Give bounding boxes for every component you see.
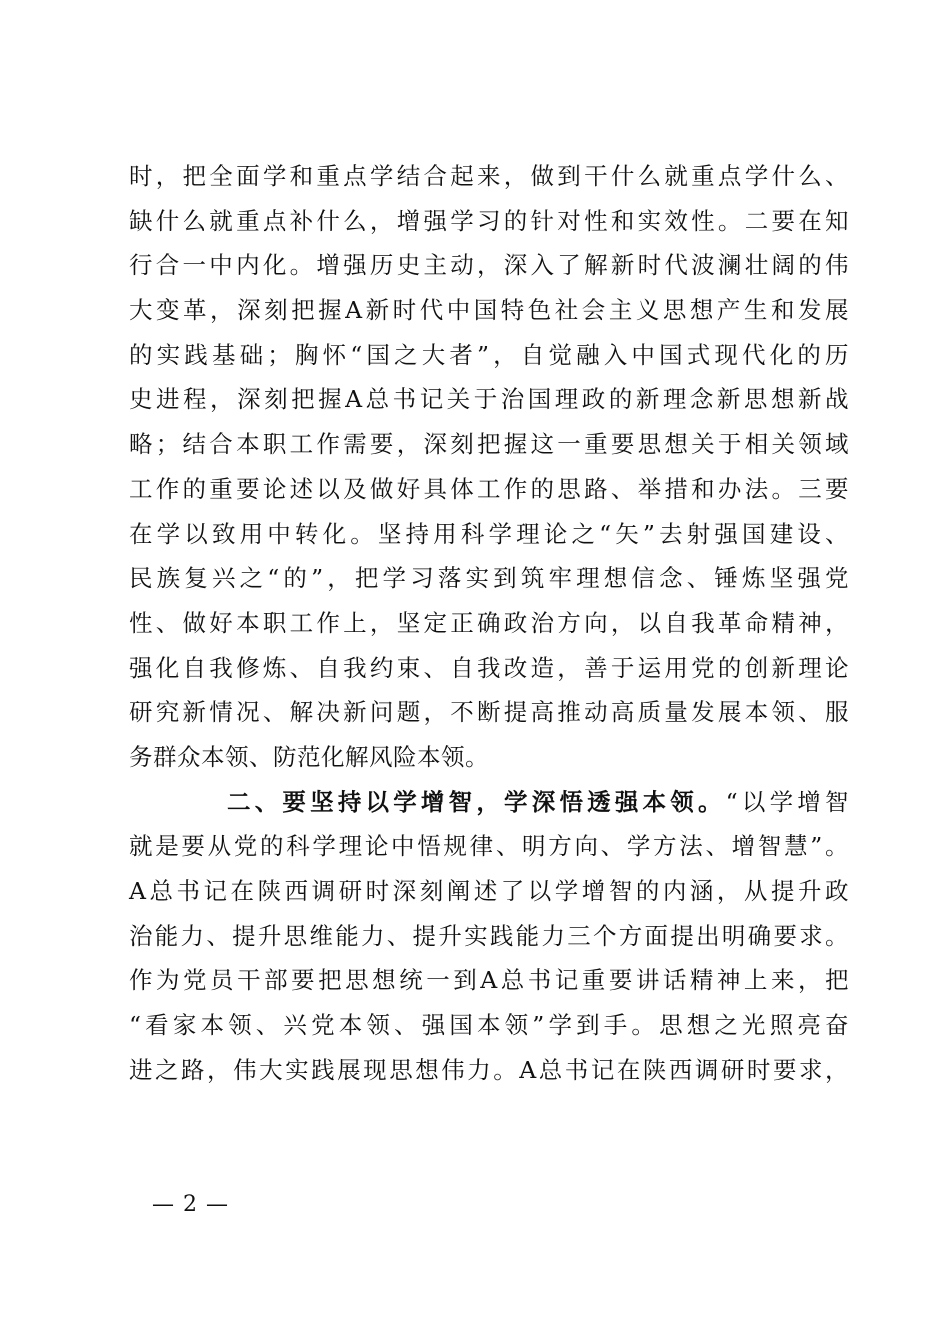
text-line: 治能力、提升思维能力、提升实践能力三个方面提出明确要求。 <box>129 921 849 950</box>
section-heading: 二、要坚持以学增智，学深悟透强本领。 <box>227 787 726 816</box>
text-line: 务群众本领、防范化解风险本领。 <box>129 742 489 771</box>
text-line: A总书记在陕西调研时深刻阐述了以学增智的内涵，从提升政 <box>129 877 849 905</box>
paragraph-1 <box>129 154 849 780</box>
paragraph-2 <box>129 780 849 1093</box>
text-line: 研究新情况、解决新问题，不断提高推动高质量发展本领、服 <box>129 698 849 727</box>
page-number: — 2 — <box>152 1192 229 1217</box>
text-line: 缺什么就重点补什么，增强学习的针对性和实效性。二要在知 <box>129 206 849 235</box>
text-line: 性、做好本职工作上，坚定正确政治方向，以自我革命精神， <box>129 608 849 637</box>
heading-line <box>129 780 849 825</box>
text-line: 略；结合本职工作需要，深刻把握这一重要思想关于相关领域 <box>129 430 849 459</box>
text-line: 大变革，深刻把握A新时代中国特色社会主义思想产生和发展 <box>129 296 849 325</box>
text-line: 民族复兴之“的”，把学习落实到筑牢理想信念、锤炼坚强党 <box>129 564 849 593</box>
text-line: 行合一中内化。增强历史主动，深入了解新时代波澜壮阔的伟 <box>129 251 849 280</box>
text-line: 强化自我修炼、自我约束、自我改造，善于运用党的创新理论 <box>129 653 849 682</box>
text-line: 作为党员干部要把思想统一到A总书记重要讲话精神上来，把 <box>129 966 849 995</box>
text-line: 进之路，伟大实践展现思想伟力。A总书记在陕西调研时要求， <box>129 1055 849 1084</box>
text-line: 工作的重要论述以及做好具体工作的思路、举措和办法。三要 <box>129 474 849 503</box>
text-line: “看家本领、兴党本领、强国本领”学到手。思想之光照亮奋 <box>129 1011 849 1040</box>
text-line: 就是要从党的科学理论中悟规律、明方向、学方法、增智慧”。 <box>129 832 849 861</box>
body-text <box>129 154 849 1092</box>
text-line: 时，把全面学和重点学结合起来，做到干什么就重点学什么、 <box>129 162 849 190</box>
heading-line-rest: “以学增智 <box>725 787 850 816</box>
text-line: 史进程，深刻把握A总书记关于治国理政的新理念新思想新战 <box>129 385 849 414</box>
text-line: 的实践基础；胸怀“国之大者”，自觉融入中国式现代化的历 <box>129 340 849 369</box>
text-line: 在学以致用中转化。坚持用科学理论之“矢”去射强国建设、 <box>129 519 849 548</box>
